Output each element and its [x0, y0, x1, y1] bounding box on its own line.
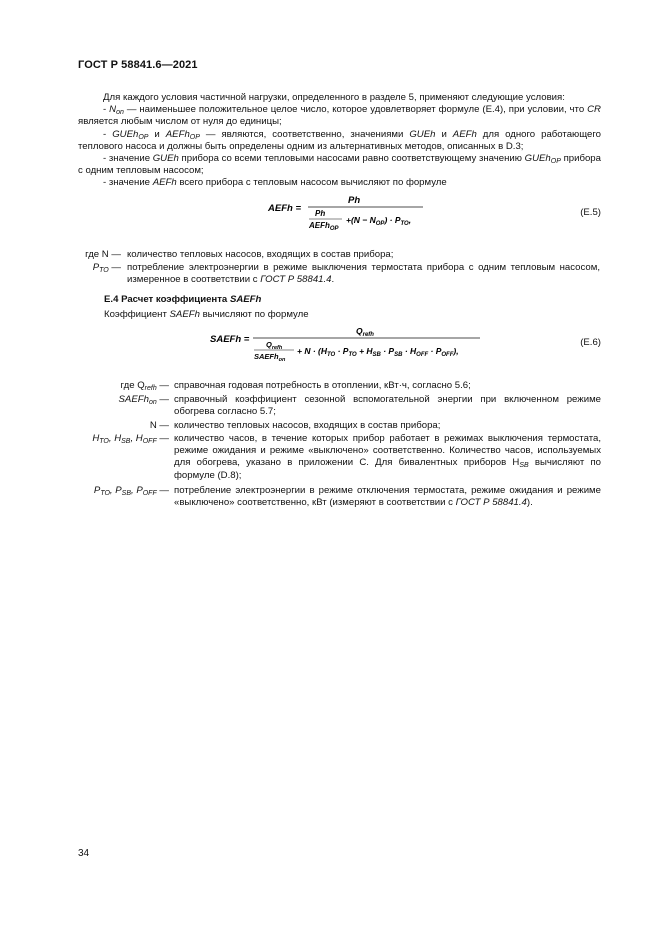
- eq5-inner-denominator: AEFh$_{OP}$: [309, 221, 339, 232]
- page-number: 34: [78, 848, 90, 859]
- definition-text: количество часов, в течение которых прибор работает в режимах выключения термостата, режиме ожидания и режиме «выключено» соответственно. Количество часов, используемых для обогрева, указано в приложении С. Для бивалентных приборов $H_{SB}$ вычисляют по формуле (D.8);: [174, 433, 601, 481]
- bullet-text: является любым числом от нуля до единицы;: [78, 116, 282, 128]
- symbol-gueh: GUEh: [524, 153, 551, 165]
- bullet-text: - значение: [103, 177, 153, 189]
- bullet-text: — наименьшее положительное целое число, которое удовлетворяет формуле (Е.4), при условии, что: [123, 104, 588, 116]
- symbol-n: N: [109, 104, 117, 116]
- section-text: Коэффициент SAEFh вычисляют по формуле: [104, 309, 309, 320]
- definition-term: $H_{TO}$, $H_{SB}$, $H_{OFF}$ —: [92, 433, 169, 445]
- definition-text: потребление электроэнергии в режиме отключения термостата, режиме ожидания и режиме «выключено» соответственно, кВт (измеряют в соответствии с ГОСТ Р 58841.4).: [174, 485, 601, 509]
- bullet-text: прибора с одним тепловым насосом;: [78, 153, 601, 177]
- symbol-aefh: AEFh: [152, 177, 177, 189]
- bullet-text: всего прибора с тепловым насосом вычисляют по формуле: [176, 177, 447, 189]
- subscript: OP: [550, 158, 561, 166]
- bullet-text: прибора со всеми тепловыми насосами равно соответствующему значению: [178, 153, 525, 165]
- section-heading: Е.4 Расчет коэффициента SAEFh: [104, 294, 262, 305]
- equation-number: (Е.6): [580, 337, 601, 348]
- bullet-dash: -: [103, 128, 113, 140]
- definition-term: где $Q_{refh}$ —: [120, 380, 169, 392]
- intro-bullet-aefh: [78, 177, 601, 189]
- formula-e5: [78, 195, 601, 235]
- eq6-inner-numerator: $Q_{refh}$: [266, 340, 283, 351]
- intro-bullet-op: [78, 129, 601, 153]
- eq6-numerator: $Q_{refh}$: [356, 326, 374, 338]
- formula-e6: [78, 325, 601, 365]
- definition-text: потребление электроэнергии в режиме выключения термостата прибора с одним тепловым насосом, измеренное в соответствии с ГОСТ Р 58841.4.: [127, 262, 600, 286]
- bullet-dash: -: [103, 104, 110, 116]
- eq6-tail: + $N \cdot (H_{TO} \cdot P_{TO} + H_{SB} \cdot P_{SB} \cdot H_{OFF} \cdot P_{OFF})$,: [297, 346, 459, 358]
- definition-text: справочная годовая потребность в отоплении, кВт·ч, согласно 5.6;: [174, 380, 471, 391]
- eq5-tail: $+(N - N_{OP}) \cdot P_{TO}$,: [346, 215, 412, 227]
- eq6-inner-denominator: SAEFh$_{on}$: [254, 352, 286, 363]
- intro-text: [78, 92, 601, 190]
- symbol-cr: CR: [587, 104, 601, 116]
- subscript: OP: [138, 133, 149, 141]
- standard-reference: ГОСТ Р 58841.4: [455, 497, 527, 509]
- document-header: ГОСТ Р 58841.6—2021: [78, 59, 198, 71]
- bullet-text: для одного работающего теплового насоса и должны быть определены одним из альтернативных методов, описанных в D.3;: [78, 128, 601, 152]
- definition-term: где N —: [85, 249, 121, 260]
- definition-term: N —: [149, 420, 169, 431]
- eq5-numerator: Ph: [348, 195, 361, 206]
- eq6-lhs: SAEFh =: [210, 334, 250, 345]
- definition-term: $P_{TO}$ —: [92, 262, 121, 274]
- subscript: on: [116, 109, 124, 117]
- intro-bullet-non: [78, 104, 601, 128]
- subscript: OP: [189, 133, 200, 141]
- definition-text: количество тепловых насосов, входящих в состав прибора;: [127, 249, 394, 260]
- bullet-text: и: [435, 128, 453, 140]
- standard-reference: ГОСТ Р 58841.4: [260, 274, 332, 286]
- equation-number: (Е.5): [580, 207, 601, 218]
- intro-paragraph: Для каждого условия частичной нагрузки, определенного в разделе 5, применяют следующие условия:: [103, 92, 565, 103]
- equation-e5: [78, 195, 601, 235]
- eq5-inner-numerator: Ph: [315, 209, 326, 218]
- eq5-lhs: AEFh =: [268, 203, 301, 214]
- bullet-text: - значение: [103, 153, 153, 165]
- symbol-gueh: GUEh: [112, 128, 139, 140]
- definition-term: $P_{TO}$, $P_{SB}$, $P_{OFF}$ —: [93, 485, 169, 497]
- bullet-text: и: [148, 128, 166, 140]
- definition-text: количество тепловых насосов, входящих в состав прибора;: [174, 420, 441, 431]
- definition-text: справочный коэффициент сезонной вспомогательной энергии при включенном режиме обогрева согласно 5.7;: [174, 394, 601, 418]
- bullet-text: — являются, соответственно, значениями: [199, 128, 410, 140]
- definition-term: SAEFh$_{on}$ —: [118, 394, 169, 406]
- symbol-gueh: GUEh: [152, 153, 179, 165]
- equation-e6: [78, 325, 601, 365]
- symbol-aefh: AEFh: [452, 128, 477, 140]
- intro-bullet-gueh: [78, 153, 601, 177]
- symbol-gueh: GUEh: [409, 128, 436, 140]
- symbol-aefh: AEFh: [165, 128, 190, 140]
